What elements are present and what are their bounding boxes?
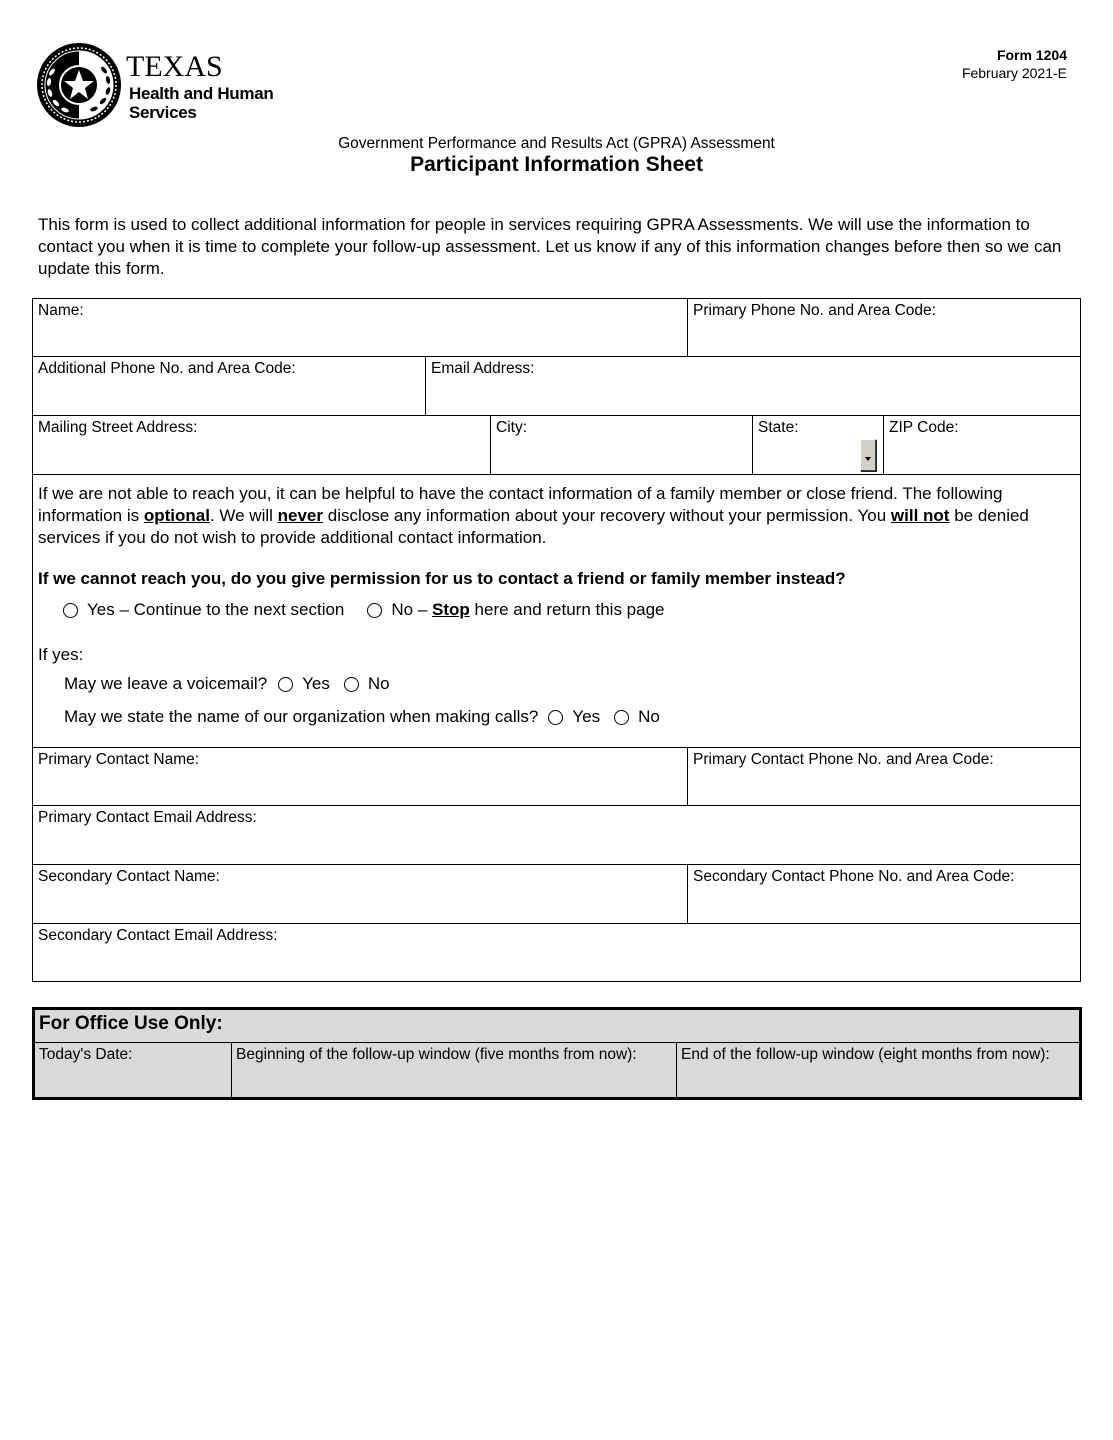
permission-yes-radio[interactable] — [63, 603, 78, 618]
primary-contact-phone-label: Primary Contact Phone No. and Area Code: — [693, 751, 994, 768]
additional-phone-label: Additional Phone No. and Area Code: — [38, 360, 296, 377]
todays-date-label: Today's Date: — [39, 1046, 133, 1063]
email-label: Email Address: — [431, 360, 535, 377]
primary-contact-email-input[interactable] — [38, 836, 1075, 860]
primary-contact-phone-input[interactable] — [693, 777, 1075, 801]
office-use-title: For Office Use Only: — [39, 1013, 223, 1034]
secondary-contact-email-input[interactable] — [38, 953, 1075, 977]
primary-contact-name-input[interactable] — [38, 777, 682, 801]
todays-date-field[interactable] — [35, 1043, 231, 1097]
zip-input[interactable] — [889, 446, 1075, 470]
permission-no-radio[interactable] — [367, 603, 382, 618]
texas-hhs-logo — [34, 42, 274, 132]
city-input[interactable] — [496, 446, 747, 470]
secondary-contact-name-input[interactable] — [38, 895, 682, 919]
emphasis-optional: optional — [143, 506, 210, 525]
city-field[interactable] — [491, 416, 752, 474]
grid-line — [1080, 298, 1081, 982]
permission-radio-group — [63, 600, 665, 620]
secondary-contact-name-field[interactable] — [33, 865, 687, 923]
window-begin-field[interactable] — [232, 1043, 676, 1097]
window-end-field[interactable] — [677, 1043, 1079, 1097]
para-text: be denied services if you do not wish to provide additional contact information. — [38, 506, 1029, 547]
voicemail-no-radio[interactable] — [344, 677, 359, 692]
voicemail-question-row — [64, 674, 390, 694]
name-input[interactable] — [38, 328, 682, 352]
zip-field[interactable] — [884, 416, 1080, 474]
emphasis-will-not: will not — [890, 506, 950, 525]
org-name-question: May we state the name of our organization when making calls? — [64, 707, 539, 726]
state-label: State: — [758, 419, 799, 436]
zip-label: ZIP Code: — [889, 419, 959, 436]
secondary-contact-phone-label: Secondary Contact Phone No. and Area Code: — [693, 868, 1015, 885]
secondary-contact-email-field[interactable] — [33, 924, 1080, 981]
form-number: Form 1204 — [996, 47, 1067, 63]
if-yes-label: If yes: — [38, 645, 84, 664]
city-label: City: — [496, 419, 527, 436]
primary-phone-label: Primary Phone No. and Area Code: — [693, 302, 936, 319]
secondary-contact-phone-field[interactable] — [688, 865, 1080, 923]
page-title: Participant Information Sheet — [410, 153, 703, 176]
form-subtitle: Government Performance and Results Act (GPRA) Assessment — [338, 135, 775, 152]
primary-contact-name-label: Primary Contact Name: — [38, 751, 200, 768]
voicemail-no-label: No — [367, 674, 390, 693]
voicemail-yes-label: Yes — [302, 674, 330, 693]
no-prefix: No – — [391, 600, 433, 619]
name-label: Name: — [38, 302, 84, 319]
org-name-yes-label: Yes — [572, 707, 601, 726]
optional-info-paragraph — [38, 483, 1078, 549]
primary-contact-phone-field[interactable] — [688, 748, 1080, 805]
para-text: . We will — [209, 506, 278, 525]
window-end-label: End of the follow-up window (eight months from now): — [681, 1046, 1050, 1063]
grid-line — [32, 981, 1081, 982]
primary-contact-name-field[interactable] — [33, 748, 687, 805]
voicemail-yes-radio[interactable] — [278, 677, 293, 692]
org-name-no-label: No — [638, 707, 660, 726]
primary-contact-email-field[interactable] — [33, 806, 1080, 864]
voicemail-question: May we leave a voicemail? — [64, 674, 268, 693]
logo-wordmark-hhs: Health and Human — [129, 84, 274, 103]
state-dropdown-chevron-down-icon[interactable] — [860, 439, 876, 471]
mailing-address-field[interactable] — [33, 416, 490, 474]
org-name-yes-radio[interactable] — [548, 710, 563, 725]
primary-phone-field[interactable] — [688, 299, 1080, 356]
emphasis-stop: Stop — [432, 600, 470, 619]
permission-no-label — [391, 600, 664, 620]
org-name-no-radio[interactable] — [614, 710, 629, 725]
mailing-address-label: Mailing Street Address: — [38, 419, 198, 436]
form-identifier — [962, 46, 1067, 82]
name-field[interactable] — [33, 299, 687, 356]
secondary-contact-email-label: Secondary Contact Email Address: — [38, 927, 278, 944]
permission-yes-label: Yes – Continue to the next section — [87, 600, 345, 619]
office-use-section — [32, 1007, 1082, 1100]
additional-phone-input[interactable] — [38, 387, 420, 411]
para-text: disclose any information about your recovery without your permission. You — [323, 506, 891, 525]
email-field[interactable] — [426, 357, 1080, 415]
mailing-address-input[interactable] — [38, 446, 485, 470]
email-input[interactable] — [431, 387, 1075, 411]
additional-phone-field[interactable] — [33, 357, 425, 415]
permission-question: If we cannot reach you, do you give permission for us to contact a friend or family member instead? — [38, 569, 846, 588]
grid-line — [32, 474, 1081, 475]
intro-paragraph: This form is used to collect additional information for people in services requiring GPRA Assessments. We will use the information to contact you when it is time to complete your follow-up assessment. Let us know if any of this information changes before then so we can update this form. — [38, 215, 1062, 278]
primary-contact-email-label: Primary Contact Email Address: — [38, 809, 257, 826]
secondary-contact-phone-input[interactable] — [693, 895, 1075, 919]
emphasis-never: never — [277, 506, 324, 525]
secondary-contact-name-label: Secondary Contact Name: — [38, 868, 220, 885]
window-begin-label: Beginning of the follow-up window (five months from now): — [236, 1046, 637, 1063]
para-text: If we are not able to reach you, it can be helpful to have the contact information of a family member or close friend. The following information is — [38, 484, 1003, 525]
org-name-question-row — [64, 707, 660, 727]
logo-wordmark-texas: TEXAS — [126, 50, 223, 83]
form-date: February 2021-E — [961, 65, 1067, 81]
no-suffix: here and return this page — [469, 600, 665, 619]
primary-phone-input[interactable] — [693, 328, 1075, 352]
logo-wordmark-services: Services — [129, 103, 197, 122]
